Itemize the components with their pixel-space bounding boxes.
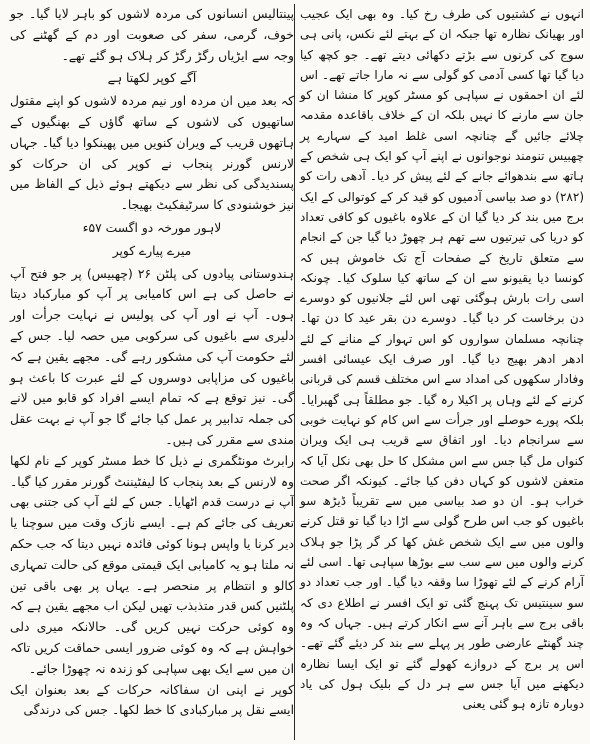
left-paragraph-2: کہ بعد میں ان مردہ اور نیم مردہ لاشوں کو اپنے مقتول ساتھیوں کی لاشوں کے ساتھ گاؤں کے بھنگیوں کے ہاتھوں قریب کے ویران کنویں میں پھینکوا دیا گیا۔ جہاں لارنس گورنر پنجاب نے کوپر کی ان حرکات کو پسندیدگی کی نظر سے دیکھتے ہوئے ذیل کے الفاظ میں نیز خوشنودی کا سرٹیفکیٹ بھیجا۔ [10,94,294,213]
left-paragraph-3: ہندوستانی پیادوں کی پلٹن ۲۶ (چھبیس) پر جو فتح آپ نے حاصل کی ہے اس کامیابی پر آپ کو مبارکباد دیتا ہوں۔ آپ نے اور آپ کی پولیس نے نہایت جرأت اور دلیری سے باغیوں کی سرکوبی میں حصہ لیا۔ جس کے لئے حکومت آپ کی مشکور رہے گی۔ مجھے یقین ہے کہ باغیوں کی مزاپابی دوسروں کے لئے عبرت کا باعث ہو گی۔ نیز توقع ہے کہ تمام ایسے افراد کو قابو میں لانے کی جملہ تدابیر پر عمل کیا جائے گا جو آپ نے بہت عقل مندی سے مقرر کی ہیں۔ [10,266,294,447]
column-divider [294,4,295,740]
letter-salutation: میرے پیارے کوپر [112,243,192,258]
left-text-column [10,4,294,740]
right-text-column [300,4,584,740]
left-paragraph-1: پینتالیس انسانوں کی مردہ لاشوں کو باہر لایا گیا۔ جو خوف، گرمی، سفر کی صعوبت اور دم کے گھٹنے کی وجہ سے ایڑیاں رگڑ رگڑ کر ہلاک ہو گئے تھے۔ [10,7,294,63]
right-column-paragraph: انہوں نے کشتیوں کی طرف رخ کیا۔ وہ بھی ایک عجیب اور بھیانک نظارہ تھا جبکہ ان کے بہتے لئے نکس، پانی ہی سوج کی کرنوں سے بڑتے دکھائی دیتے تھے۔ جو کچھ کیا دیا گیا تھا کسی آدمی کو گولی سے نہ مارا جاتے تھے۔ اس لئے ان احمقوں نے سپاہی کو مسٹر کوپر کا منشا ان کو جان سے مارنے کا نہیں بلکہ ان کے خلاف باقاعدہ مقدمہ چلائے جائیں گے چنانچہ اسی غلط امید کے سہارے پر چھبیس تنومند نوجوانوں نے اپنے آپ کو ایک ہی شخص کے ہاتھ سے بندھوائے جانے کے لئے پیش کر دیا۔ آدھی رات کو (۲۸۲) دو صد بیاسی آدمیوں کو قید کر کے کوتوالی کے ایک برج میں بند کر دیا گیا ان کے علاوہ باغیوں کو کافی تعداد کو دریا کی تیرتیوں سے تھم ہر چھوڑ دیا گیا جن کے انجام سے متعلق تاریخ کے صفحات آج تک خاموش ہیں کہ کونسا دیا یقیونو سے ان کے ساتھ کیا سلوک کیا۔ چونکہ اسی رات بارش ہوگئی تھی اس لئے جلانیوں کو دوسرے دن برخاست کر دیا گیا۔ دوسرے دن بقر عید کا دن تھا۔ چنانچہ مسلمان سواروں کو اس تہوار کے منانے کے لئے ادھر ادھر بھیج دیا گیا۔ اور صرف ایک عیسائی افسر وفادار سکھوں کی امداد سے اس مختلف قسم کی قربانی کرنے کے لئے وہاں پر اکیلا رہ گیا۔ جو مطلقاً ہی گھبرایا۔ بلکہ پورے حوصلے اور جرأت سے اس کام کو نہایت خوبی سے سرانجام دیا۔ اور اتفاق سے قریب ہی ایک ویران کنواں مل گیا جس سے اس مشکل کا حل بھی نکل آیا کہ متعفن لاشوں کو کہاں دفن کیا جائے۔ کیونکہ اگر صحت خراب ہو۔ ان دو صد بیاسی میں سے تقریباً ڈیڑھ سو باغیوں کو جب اس طرح گولی سے اڑا دیا گیا تو قتل کرنے والوں میں سے ایک شخص غش کھا کر گر پڑا جو ہلاک کرنے والوں میں سے سب سے بوڑھا سپاہی تھا۔ اسی لئے آرام کرنے کے لئے تھوڑا سا وقفہ دیا گیا۔ اور جب تعداد دو سو سینتیس تک پہنچ گئی تو ایک افسر نے اطلاع دی کہ باقی برج سے باہر آنے سے انکار کرتے ہیں۔ جہاں کہ وہ چند گھنٹے عارضی طور پر پہلے سے بند کر دیئے گئے تھے۔ اس پر برج کے دروازے کھولے گئے تو ایک ایسا نظارہ دیکھنے میں آیا جس سے ہر دل کے بلیک ہول کی یاد دوبارہ تازہ ہو گئی یعنی [300,7,584,712]
section-heading: آگے کوپر لکھتا ہے [107,71,197,86]
left-paragraph-5: کوپر نے اپنی ان سفاکانہ حرکات کے بعد بعنوان ایک ایسے نقل پر مبارکبادی کا خط لکھا۔ جس کی درندگی [10,682,294,718]
left-paragraph-4: رابرٹ مونٹگمری نے ذیل کا خط مسٹر کوپر کے نام لکھا وہ لارنس کے بعد پنجاب کا لیفٹیننٹ گورنر مقرر کیا گیا۔ آپ نے درست قدم اٹھایا۔ جس کے لئے آپ کی جتنی بھی تعریف کی جائے کم ہے۔ ایسے نازک وقت میں سوچنا یا دیر کرنا یا واپس ہونا کوئی فائدہ نہیں دیتا کہ جب حکم نہ ملتا ہو یہ کامیابی ایک قیمتی موقع کی حالت تمہاری کالو و انتظام پر منحصر ہے۔ یہاں پر بھی باقی تین پلٹنیں کس قدر متذبذب تھیں لیکن اب مجھے یقین ہے کہ وہ کوئی حرکت نہیں کریں گی۔ حالانکہ میری دلی خواہش ہے کہ وہ کوئی ضرور ایسی حماقت کریں تاکہ ان میں سے ایک بھی سپاہی کو زندہ نہ چھوڑا جائے۔ [10,453,294,676]
letter-dateline: لاہور مورخہ دو اگست ۵۷ء [82,220,222,235]
